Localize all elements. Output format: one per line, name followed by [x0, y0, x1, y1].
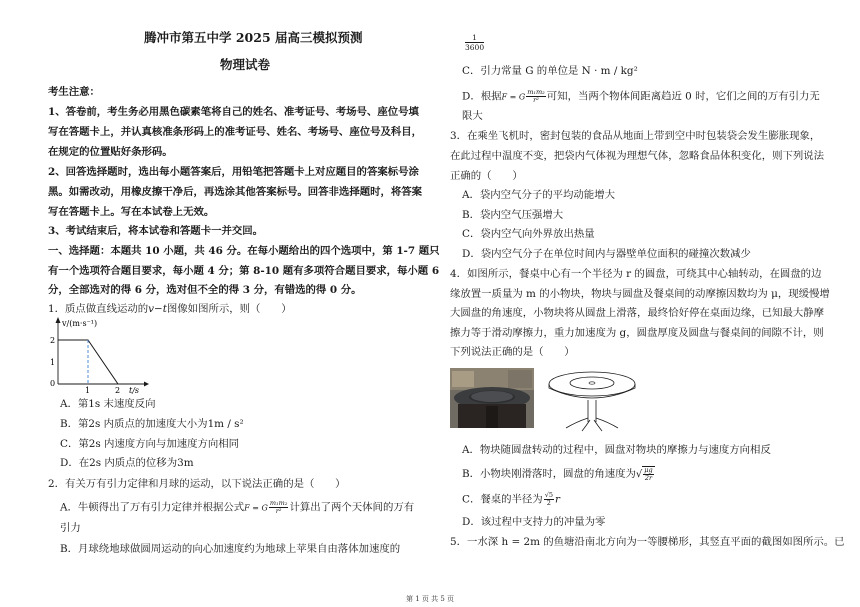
notice-line: 1、答卷前，考生务必用黑色碳素笔将自己的姓名、准考证号、考场号、座位号填 [48, 106, 419, 118]
fraction-1-3600: $\frac{1}{3600}$ [465, 33, 485, 52]
y-axis-arrow [56, 317, 61, 323]
formula-fraction: $\frac{\text{m₁m₂}}{\text{r²}}$ [527, 88, 545, 104]
q1-option-a: A．第1s 末速度反向 [60, 398, 156, 410]
q3-line: 正确的（ ） [450, 170, 523, 182]
x-tick: 1 [85, 386, 91, 394]
y-axis-label: v/(m·s⁻¹) [62, 319, 98, 328]
y-tick: 0 [50, 379, 56, 388]
y-tick: 2 [50, 336, 56, 345]
notice-line: 写在答题卡上。写在本试卷上无效。 [48, 206, 215, 218]
q4-option-a: A．物块随圆盘转动的过程中，圆盘对物块的摩擦力与速度方向相反 [462, 444, 771, 456]
q2-option-d-cont: 限大 [462, 110, 483, 122]
q1-option-b: B．第2s 内质点的加速度大小为1m / s² [60, 418, 244, 430]
y-tick: 1 [50, 358, 56, 367]
q3-option-b: B．袋内空气压强增大 [462, 209, 564, 221]
section-heading-line: 一、选择题：本题共 10 小题，共 46 分。在每小题给出的四个选项中，第 1-7 题只 [48, 245, 440, 257]
q4-line: 下列说法正确的是（ ） [450, 346, 575, 358]
q2-option-d: D．根据F = G $\frac{\text{m₁m₂}}{\text{r²}}$ 可知，当两个物体间距离趋近 0 时，它们之间的万有引力无 [462, 88, 820, 104]
q4-option-c: C．餐桌的半径为 $\frac{√5}{2}$ r [462, 491, 560, 507]
q1-option-c: C．第2s 内速度方向与加速度方向相同 [60, 438, 240, 450]
q4-line: 大圆盘的角速度，小物块将从圆盘上滑落，最终恰好停在桌面边缘，已知最大静摩 [450, 307, 825, 319]
notice-line: 3、考试结束后，将本试卷和答题卡一并交回。 [48, 225, 264, 237]
q2-option-b: B．月球绕地球做圆周运动的向心加速度约为地球上苹果自由落体加速度的 [60, 543, 401, 555]
formula-fraction: $\frac{\text{m₁m₂}}{\text{r²}}$ [269, 499, 288, 515]
q4-line: 4．如图所示，餐桌中心有一个半径为 r 的圆盘，可绕其中心轴转动，在圆盘的边 [450, 268, 822, 280]
q4-option-b: B．小物块刚滑落时，圆盘的角速度为√ $\frac{\mu g}{2r}$ [462, 466, 653, 482]
q2-option-a: A．牛顿得出了万有引力定律并根据公式F = G $\frac{\text{m₁m₂}}{\text{r²}}$ 计算出了两个天体间的万有 [60, 499, 415, 515]
q4-line: 缘放置一质量为 m 的小物块，物块与圆盘及餐桌间的动摩擦因数均为 μ，现缓慢增 [450, 288, 830, 300]
q4-option-d: D．该过程中支持力的冲量为零 [462, 516, 606, 528]
section-heading-line: 分，全部选对的得 6 分，选对但不全的得 3 分，有错选的得 0 分。 [48, 284, 362, 296]
school-title: 腾冲市第五中学 2025 届高三模拟预测 [144, 30, 363, 45]
notice-heading: 考生注意： [48, 86, 100, 98]
q2-option-a-cont: 引力 [60, 522, 81, 534]
notice-line: 黑。如需改动，用橡皮擦干净后，再选涂其他答案标号。回答非选择题时，将答案 [48, 186, 423, 198]
vt-graph [40, 314, 150, 394]
q3-option-c: C．袋内空气向外界放出热量 [462, 228, 595, 240]
q3-option-a: A．袋内空气分子的平均动能增大 [462, 189, 615, 201]
page-footer: 第 1 页 共 5 页 [405, 595, 455, 603]
table-diagram [546, 368, 638, 432]
q3-line: 在此过程中温度不变，把袋内气体视为理想气体，忽略食品体积变化，则下列说法 [450, 150, 825, 162]
x-tick: 2 [115, 386, 121, 394]
q2-option-c: C．引力常量 G 的单位是 N · m / kg² [462, 65, 638, 77]
notice-line: 在规定的位置贴好条形码。 [48, 146, 173, 158]
q5-stem: 5．一水深 h = 2m 的鱼塘沿南北方向为一等腰梯形，其竖直平面的截图如图所示。已 [450, 536, 845, 548]
notice-line: 2、回答选择题时，选出每小题答案后，用铅笔把答题卡上对应题目的答案标号涂 [48, 166, 419, 178]
subject-title: 物理试卷 [220, 57, 271, 72]
sqrt-expression: √ $\frac{\mu g}{2r}$ [635, 466, 653, 482]
q3-option-d: D．袋内空气分子在单位时间内与器壁单位面积的碰撞次数减少 [462, 248, 751, 260]
q3-line: 3．在乘坐飞机时，密封包装的食品从地面上带到空中时包装袋会发生膨胀现象， [450, 130, 821, 142]
q2-stem: 2．有关万有引力定律和月球的运动，以下说法正确的是（ ） [48, 478, 346, 490]
table-photo [450, 368, 534, 428]
q1-option-d: D．在2s 内质点的位移为3m [60, 457, 194, 469]
x-axis-arrow [144, 382, 149, 387]
notice-line: 写在答题卡上，并认真核准条形码上的准考证号、姓名、考场号、座位号及科目， [48, 126, 423, 138]
q4-line: 擦力等于滑动摩擦力，重力加速度为 g，圆盘厚度及圆盘与餐桌间的间隙不计，则 [450, 327, 824, 339]
radius-fraction: $\frac{√5}{2}$ [544, 491, 553, 507]
x-axis-label: t/s [129, 386, 140, 394]
q1-stem: 1．质点做直线运动的v−t图像如图所示，则（ ） [48, 303, 292, 315]
section-heading-line: 有一个选项符合题目要求，每小题 4 分；第 8-10 题有多项符合题目要求，每小题 6 [48, 265, 440, 277]
